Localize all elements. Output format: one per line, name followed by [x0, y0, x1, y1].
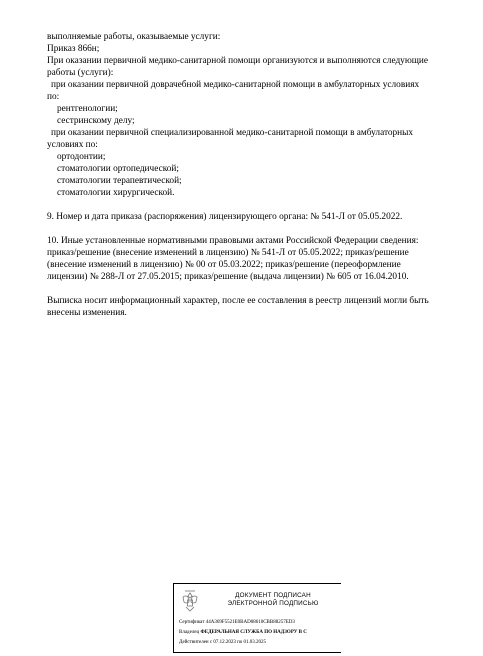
text-line: при оказании первичной специализированной медико-санитарной помощи в амбулаторных	[51, 128, 414, 138]
item-10-line: лицензии) № 288-Л от 27.05.2015; приказ/решение (выдача лицензии) № 605 от 16.04.2010.	[47, 272, 409, 282]
text-line: При оказании первичной медико-санитарной помощи организуются и выполняются следующие	[47, 56, 429, 66]
item-10-line: (внесение изменений в лицензию) № 00 от 05.03.2022; приказ/решение (переоформление	[47, 260, 401, 270]
text-line: Приказ 866н;	[47, 44, 100, 54]
validity-line: Действителен с 07.12.2023 по 01.03.2025	[179, 640, 266, 645]
item-10-line: приказ/решение (внесение изменений в лицензию) № 541-Л от 05.05.2022; приказ/решение	[47, 248, 409, 258]
e-signature-stamp	[173, 583, 341, 653]
item-9: 9. Номер и дата приказа (распоряжения) лицензирующего органа: № 541-Л от 05.05.2022.	[47, 212, 403, 222]
list-item: стоматологии ортопедической;	[57, 164, 179, 174]
stamp-subtitle: ЭЛЕКТРОННОЙ ПОДПИСЬЮ	[227, 600, 319, 607]
owner-label: Владелец	[179, 630, 200, 635]
text-line: условиях по:	[47, 140, 98, 150]
list-item: стоматологии терапевтической;	[57, 176, 182, 186]
list-item: стоматологии хирургической.	[57, 188, 175, 198]
item-10-line: 10. Иные установленные нормативными правовыми актами Российской Федерации сведения:	[47, 236, 419, 246]
text-line: по:	[47, 92, 60, 102]
document-body	[47, 31, 467, 319]
certificate-label: Сертификат	[179, 620, 205, 625]
text-line: выполняемые работы, оказываемые услуги:	[47, 32, 221, 42]
note-line: Выписка носит информационный характер, после ее составления в реестр лицензий могли быть	[47, 296, 429, 306]
text-line: работы (услуги):	[47, 68, 114, 78]
owner-name: ФЕДЕРАЛЬНАЯ СЛУЖБА ПО НАДЗОРУ В С	[200, 630, 307, 635]
stamp-title: ДОКУМЕНТ ПОДПИСАН	[235, 592, 311, 599]
list-item: сестринскому делу;	[57, 116, 135, 126]
coat-of-arms-icon	[180, 590, 200, 614]
list-item: рентгенологии;	[57, 104, 118, 114]
owner-line	[179, 630, 307, 636]
certificate-line	[179, 620, 295, 626]
note-line: внесены изменения.	[47, 308, 127, 318]
certificate-number: 44A369F5521E0BAD08610CBB88257ED3	[205, 620, 295, 625]
list-item: ортодонтии;	[57, 152, 106, 162]
text-line: при оказании первичной доврачебной медико-санитарной помощи в амбулаторных условиях	[51, 80, 420, 90]
